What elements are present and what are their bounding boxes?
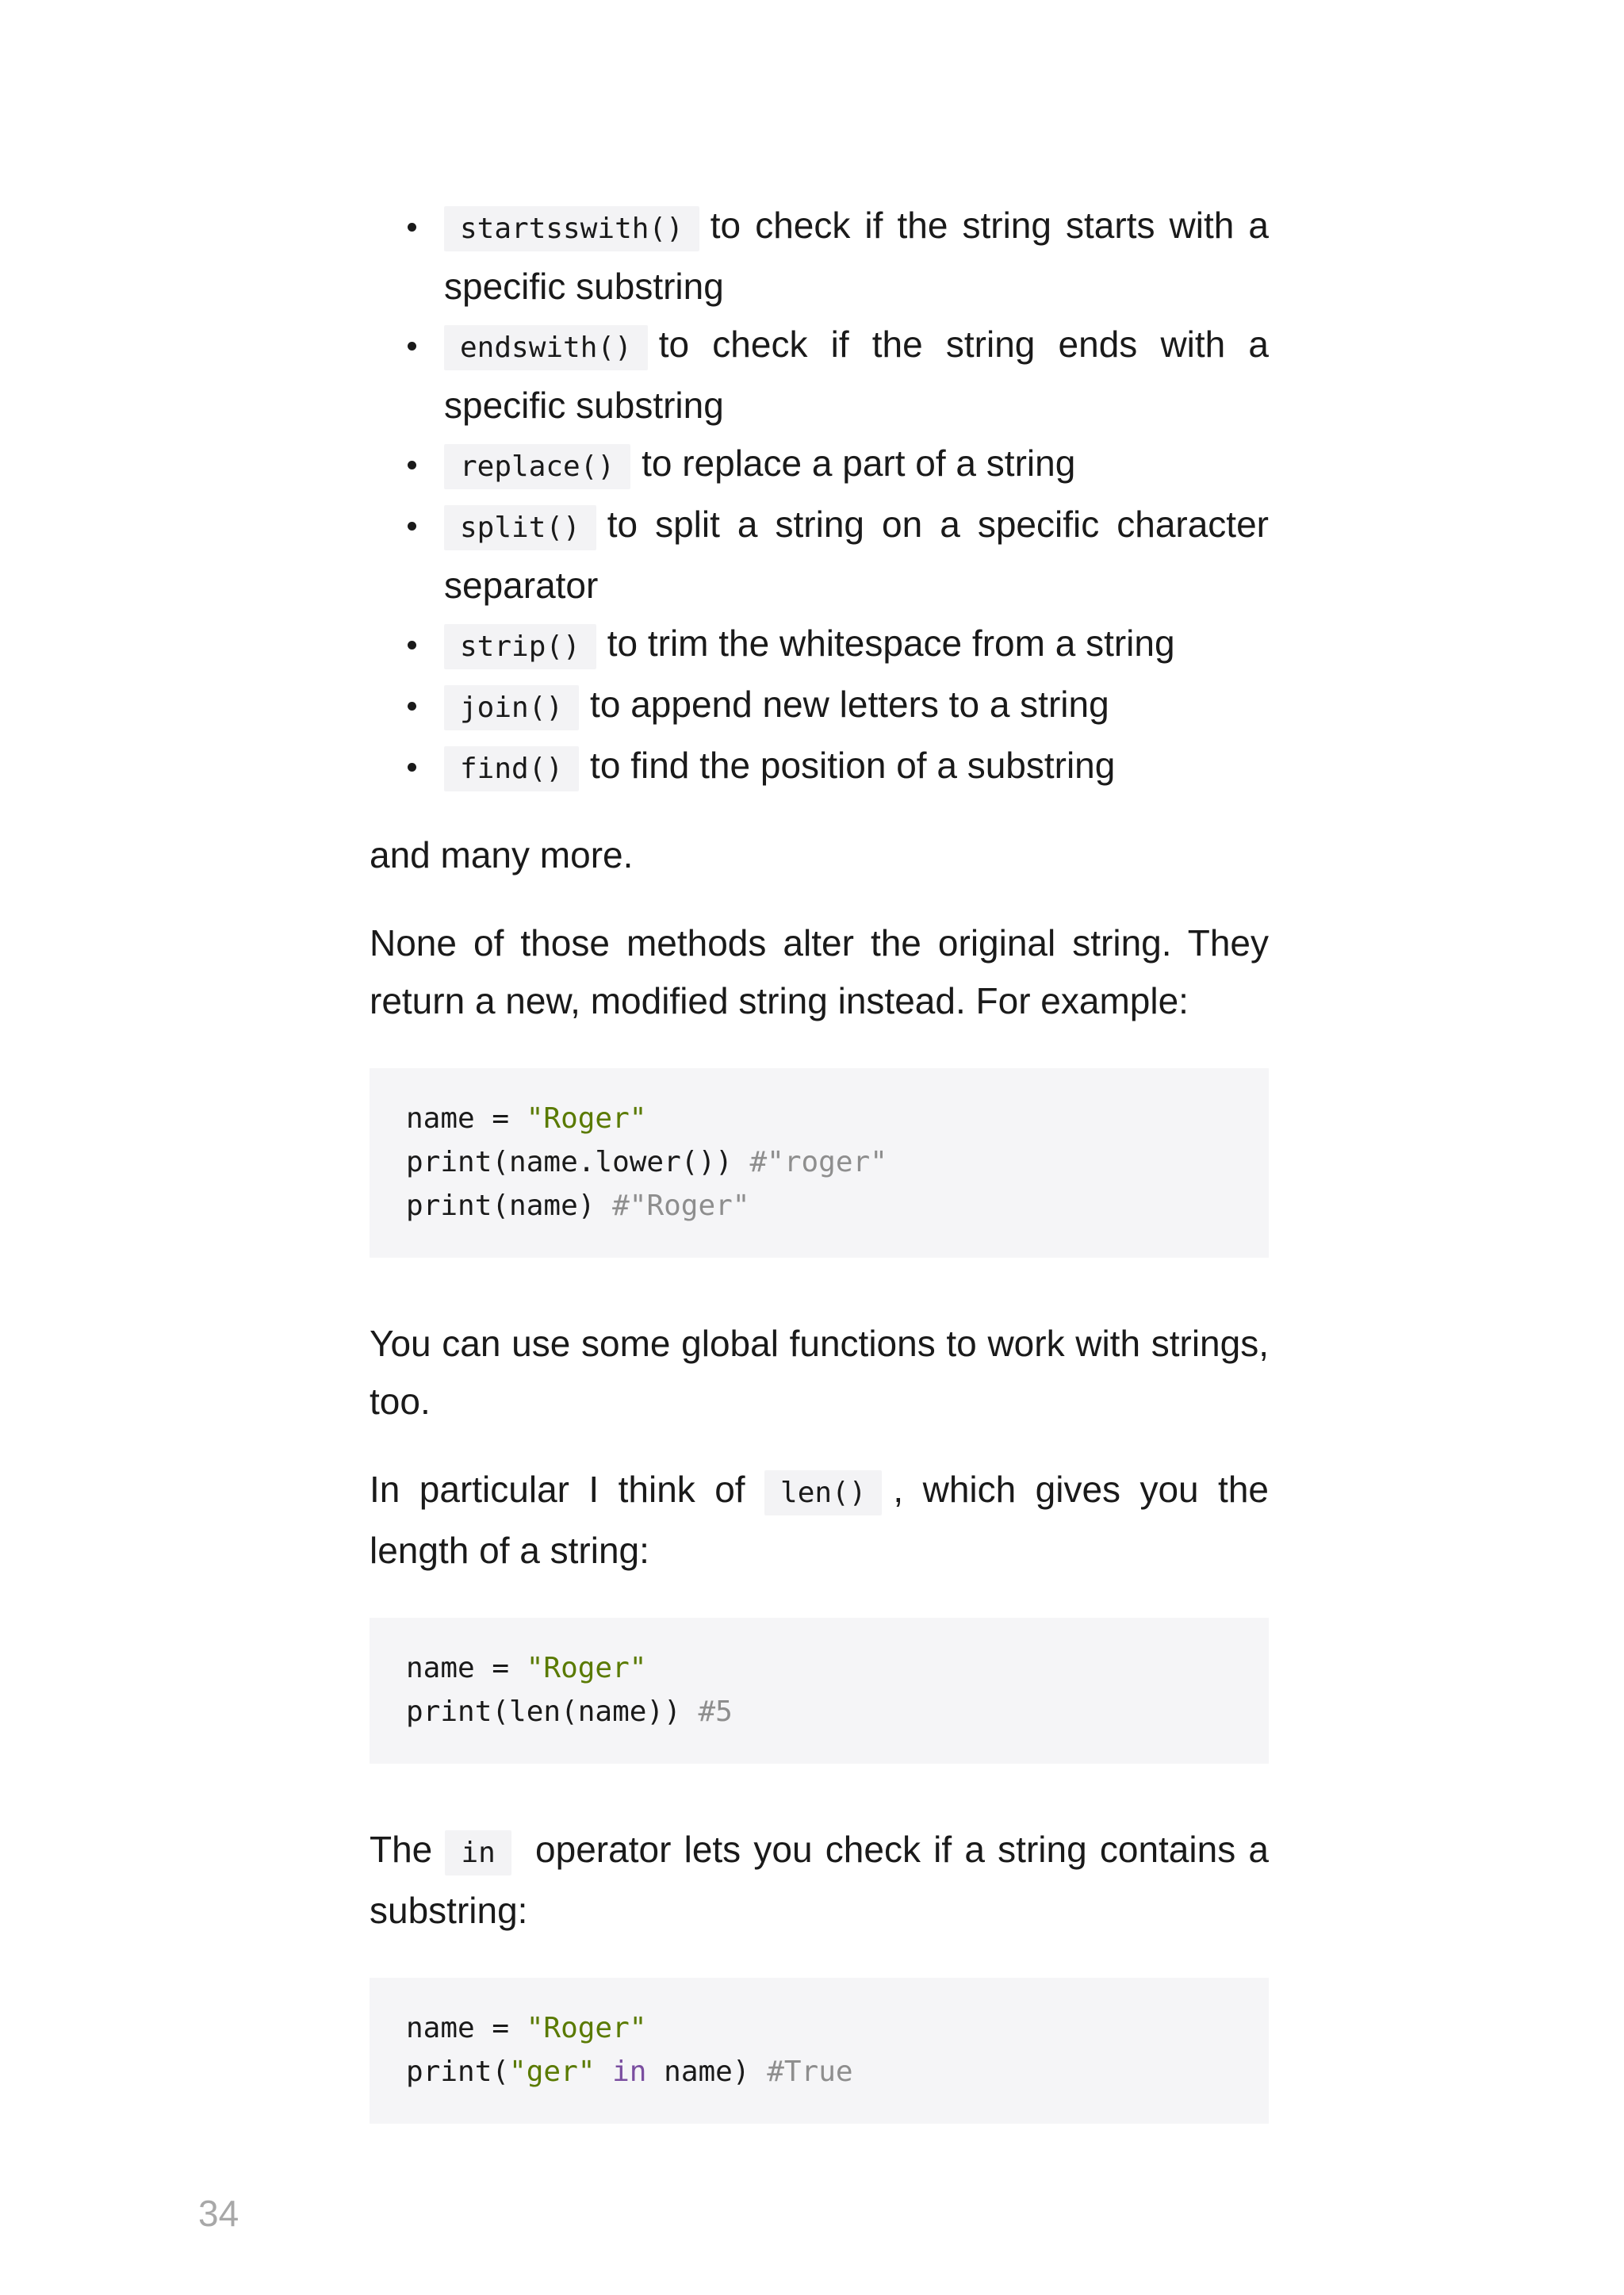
inline-code: len() bbox=[764, 1470, 882, 1515]
list-item bbox=[370, 435, 1269, 496]
paragraph-text: In particular I think of bbox=[370, 1469, 765, 1510]
code-text: name) bbox=[646, 2056, 768, 2088]
code-block-in bbox=[370, 1978, 1269, 2124]
list-item bbox=[370, 615, 1269, 676]
inline-code: join() bbox=[444, 685, 579, 730]
paragraph-text: , which gives you the length of a string: bbox=[370, 1469, 1269, 1571]
page-number: 34 bbox=[198, 2193, 239, 2234]
code-block-len bbox=[370, 1618, 1269, 1764]
code-text: print(len(name)) bbox=[406, 1695, 699, 1728]
code-comment: #5 bbox=[698, 1695, 733, 1728]
list-item-text: to trim the whitespace from a string bbox=[607, 623, 1175, 664]
code-block-lower bbox=[370, 1068, 1269, 1258]
code-text: name = bbox=[406, 1102, 527, 1135]
inline-code: find() bbox=[444, 746, 579, 791]
paragraph-text: operator lets you check if a string contains a substring: bbox=[370, 1829, 1269, 1931]
list-item-text: to replace a part of a string bbox=[642, 443, 1076, 484]
paragraph-immutability: None of those methods alter the original string. They return a new, modified string instead. For example: bbox=[370, 922, 1269, 1021]
inline-code: replace() bbox=[444, 444, 630, 489]
page-content bbox=[370, 197, 1269, 2124]
list-item bbox=[370, 737, 1269, 798]
code-comment: #"roger" bbox=[749, 1146, 887, 1178]
code-keyword: in bbox=[612, 2056, 647, 2088]
code-text: print( bbox=[406, 2056, 510, 2088]
inline-code: in bbox=[445, 1830, 511, 1875]
paragraph-len bbox=[370, 1461, 1269, 1580]
list-item-text: to find the position of a substring bbox=[590, 745, 1116, 786]
code-text: name = bbox=[406, 2012, 527, 2044]
code-text: print(name) bbox=[406, 1190, 613, 1222]
paragraph-many-more: and many more. bbox=[370, 834, 634, 875]
code-string: "Roger" bbox=[526, 2012, 647, 2044]
code-text: name = bbox=[406, 1652, 527, 1684]
list-item-text: to check if the string starts with a specific substring bbox=[444, 205, 1269, 307]
code-string: "ger" bbox=[509, 2056, 596, 2088]
code-string: "Roger" bbox=[526, 1102, 647, 1135]
string-methods-list bbox=[370, 197, 1269, 798]
list-item bbox=[370, 197, 1269, 316]
list-item-text: to append new letters to a string bbox=[590, 684, 1109, 725]
inline-code: strip() bbox=[444, 624, 596, 669]
code-string: "Roger" bbox=[526, 1652, 647, 1684]
paragraph-in-operator bbox=[370, 1821, 1269, 1940]
inline-code: endswith() bbox=[444, 325, 648, 370]
code-text: print(name.lower()) bbox=[406, 1146, 750, 1178]
list-item bbox=[370, 496, 1269, 615]
paragraph-global-functions: You can use some global functions to work with strings, too. bbox=[370, 1323, 1269, 1422]
list-item bbox=[370, 676, 1269, 737]
paragraph-text: The bbox=[370, 1829, 446, 1870]
code-comment: #True bbox=[767, 2056, 853, 2088]
list-item-text: to check if the string ends with a specific substring bbox=[444, 324, 1269, 426]
inline-code: split() bbox=[444, 505, 596, 550]
inline-code: startsswith() bbox=[444, 206, 699, 251]
list-item bbox=[370, 316, 1269, 435]
code-comment: #"Roger" bbox=[612, 1190, 750, 1222]
list-item-text: to split a string on a specific character separator bbox=[444, 504, 1269, 606]
